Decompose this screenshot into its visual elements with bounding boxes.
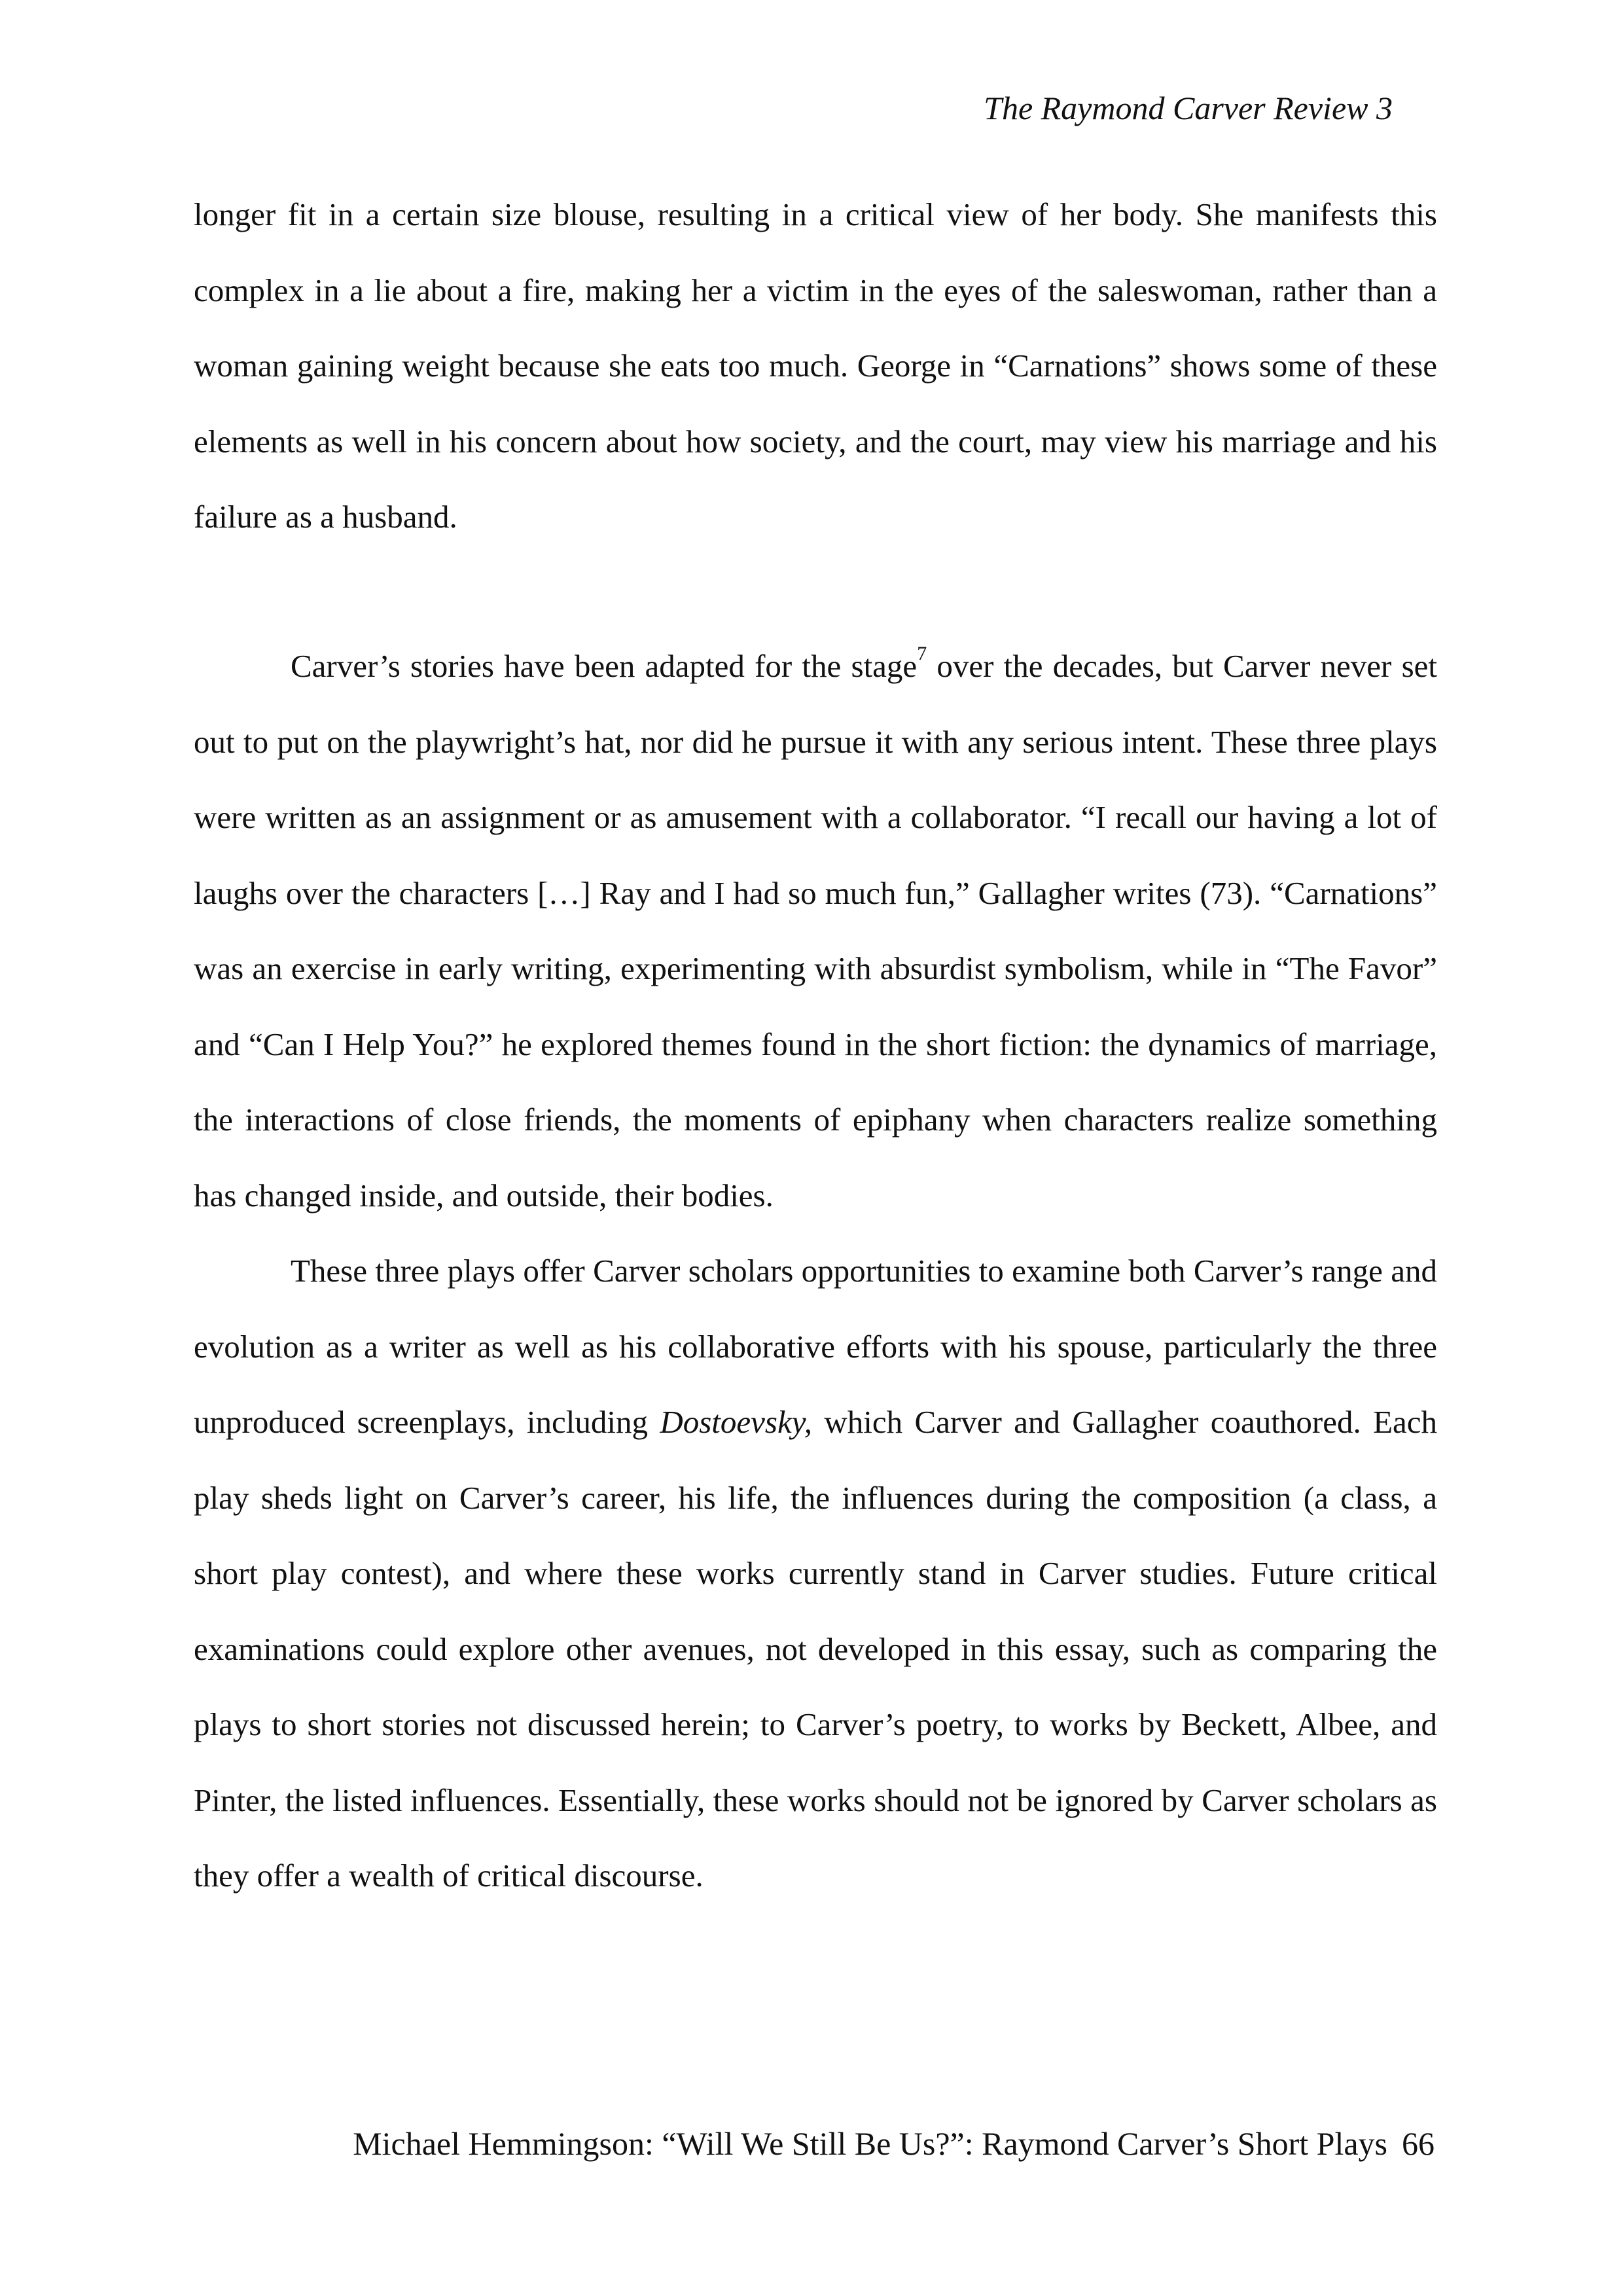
page-footer	[353, 2127, 1435, 2160]
page-number: 66	[1402, 2125, 1435, 2162]
footnote-reference[interactable]: 7	[917, 643, 927, 664]
paragraph-3	[194, 1233, 1437, 1914]
footer-citation: Michael Hemmingson: “Will We Still Be Us?”: Raymond Carver’s Short Plays	[353, 2125, 1387, 2162]
paragraph-3-text-b: which Carver and Gallagher coauthored. Each play sheds light on Carver’s career, his life, the influences during the composition (a class, a short play contest), and where these works currently stand in Carver studies. Future critical examinations could explore other avenues, not developed in this essay, such as comparing the plays to short stories not discussed herein; to Carver’s poetry, to works by Beckett, Albee, and Pinter, the listed influences. Essentially, these works should not be ignored by Carver scholars as they offer a wealth of critical discourse.	[194, 1404, 1438, 1893]
running-header: The Raymond Carver Review 3	[984, 90, 1393, 126]
paragraph-2-text-b: over the decades, but Carver never set out to put on the playwright’s hat, nor did he pursue it with any serious intent. These three plays were written as an assignment or as amusement with a collaborator. “I recall our having a lot of laughs over the characters […] Ray and I had so much fun,” Gallagher writes (73). “Carnations” was an exercise in early writing, experimenting with absurdist symbolism, while in “The Favor” and “Can I Help You?” he explored themes found in the short fiction: the dynamics of marriage, the interactions of close friends, the moments of epiphany when characters realize something has changed inside, and outside, their bodies.	[194, 648, 1438, 1213]
paragraph-2	[194, 628, 1437, 1233]
paragraph-1: longer fit in a certain size blouse, resulting in a critical view of her body. She manifests this complex in a lie about a fire, making her a victim in the eyes of the saleswoman, rather than a woman gaining weight because she eats too much. George in “Carnations” shows some of these elements as well in his concern about how society, and the court, may view his marriage and his failure as a husband.	[194, 196, 1437, 535]
paragraph-3-text-a: These three plays offer Carver scholars opportunities to examine both Carver’s range and evolution as a writer as well as his collaborative efforts with his spouse, particularly the three unproduced screenplays, including	[194, 1253, 1437, 1440]
paragraph-3-italic-title: Dostoevsky,	[660, 1404, 812, 1440]
body-text-main	[194, 628, 1437, 1914]
paragraph-2-text-a: Carver’s stories have been adapted for the stage	[291, 648, 918, 684]
body-text-top	[194, 177, 1437, 555]
